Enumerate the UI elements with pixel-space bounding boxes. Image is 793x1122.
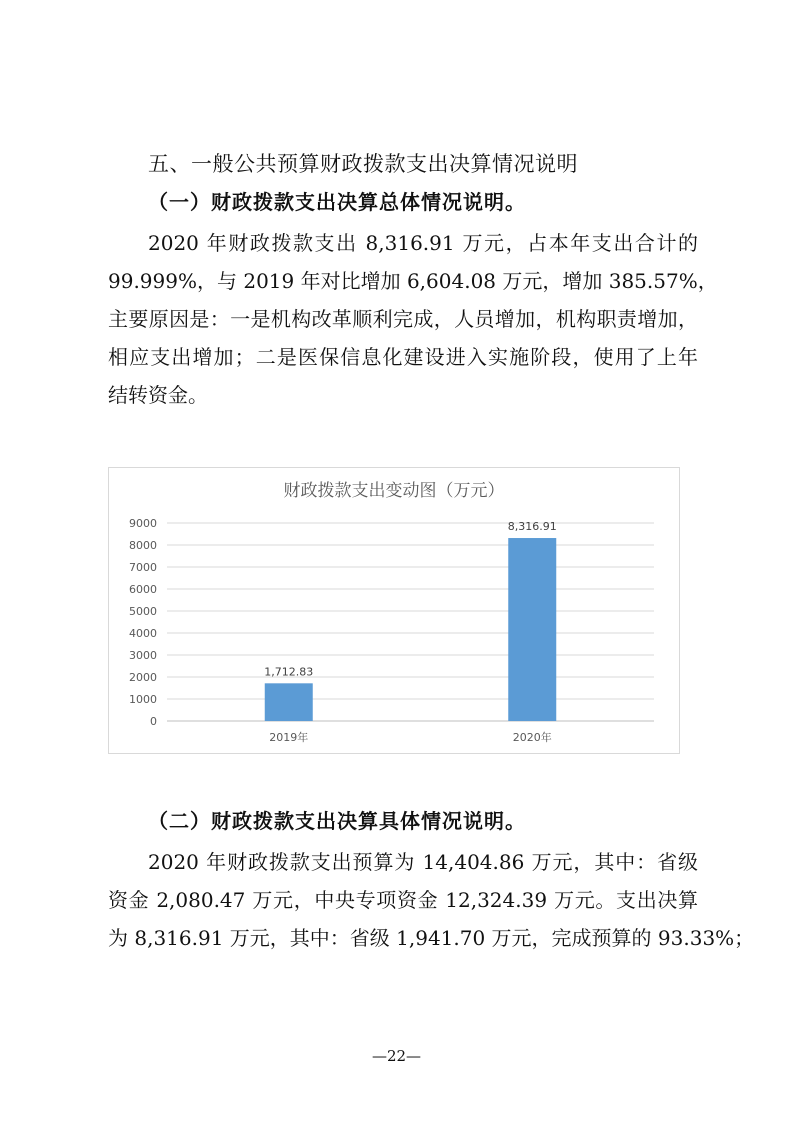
y-axis-ticks <box>129 517 157 728</box>
data-label: 8,316.91 <box>507 520 557 534</box>
y-tick-label: 9000 <box>129 517 157 530</box>
y-tick-label: 2000 <box>129 671 157 684</box>
x-axis-ticks <box>269 730 552 744</box>
paragraph-line: 2020 年财政拨款支出 8,316.91 万元，占本年支出合计的 <box>148 231 698 255</box>
y-tick-label: 0 <box>150 715 157 728</box>
x-tick-label: 2020年 <box>512 731 552 744</box>
section-title: 五、一般公共预算财政拨款支出决算情况说明 <box>148 152 578 176</box>
gridlines <box>167 523 654 721</box>
page-number: —22— <box>371 1047 422 1065</box>
subsection-2-paragraph <box>108 843 755 957</box>
bar <box>265 683 313 721</box>
x-tick-label: 2019年 <box>269 731 309 744</box>
subsection-1-title: （一）财政拨款支出决算总体情况说明。 <box>148 190 526 214</box>
chart-title: 财政拨款支出变动图（万元） <box>283 481 505 501</box>
data-label: 1,712.83 <box>264 665 314 679</box>
bar <box>508 538 556 721</box>
y-tick-label: 6000 <box>129 583 157 596</box>
paragraph-line: 资金 2,080.47 万元，中央专项资金 12,324.39 万元。支出决算 <box>108 888 698 912</box>
y-tick-label: 3000 <box>129 649 157 662</box>
paragraph-line: 结转资金。 <box>108 383 208 407</box>
bar-chart <box>108 467 680 754</box>
paragraph-line: 相应支出增加；二是医保信息化建设进入实施阶段，使用了上年 <box>108 345 698 369</box>
paragraph-line: 99.999%，与 2019 年对比增加 6,604.08 万元，增加 385.57%， <box>108 269 718 293</box>
paragraph-line: 为 8,316.91 万元，其中：省级 1,941.70 万元，完成预算的 93.33%； <box>108 926 755 950</box>
paragraph-line: 主要原因是：一是机构改革顺利完成，人员增加，机构职责增加， <box>108 307 698 331</box>
subsection-1-paragraph <box>108 224 718 414</box>
chart-canvas <box>109 468 679 753</box>
bars <box>265 538 557 721</box>
y-tick-label: 8000 <box>129 539 157 552</box>
y-tick-label: 1000 <box>129 693 157 706</box>
y-tick-label: 4000 <box>129 627 157 640</box>
paragraph-line: 2020 年财政拨款支出预算为 14,404.86 万元，其中：省级 <box>148 850 698 874</box>
y-tick-label: 5000 <box>129 605 157 618</box>
y-tick-label: 7000 <box>129 561 157 574</box>
subsection-2-title: （二）财政拨款支出决算具体情况说明。 <box>148 809 526 833</box>
